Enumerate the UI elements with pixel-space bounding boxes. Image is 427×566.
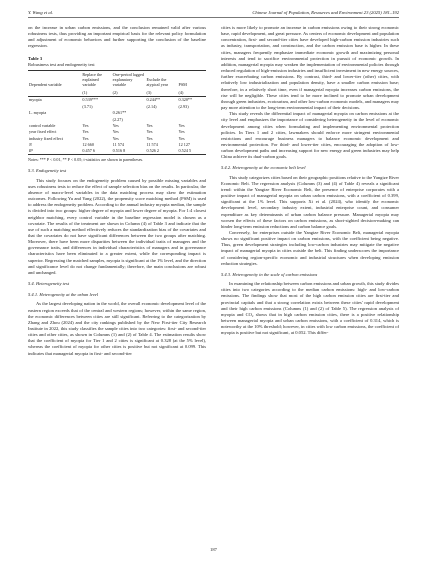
table-cell: Yes <box>146 129 153 135</box>
table-cell: 0.261** <box>112 110 127 116</box>
table-cell: 0.526 2 <box>145 148 177 155</box>
table-cell: 0.457 6 <box>81 148 111 155</box>
row-label: year fixed effect <box>29 129 57 135</box>
table-cell: (2.27) <box>112 116 123 122</box>
table-header: Dependent variable <box>28 70 81 88</box>
table-cell: 0.524 5 <box>177 148 206 155</box>
table-cell: 11 574 <box>146 142 158 148</box>
table-cell: Yes <box>82 129 89 135</box>
subsection-heading: 5.4.1. Heterogeneity at the urban level <box>28 292 99 298</box>
table-header: One-period lagged explanatory variable <box>112 71 144 88</box>
table-cell: 12 660 <box>82 142 94 148</box>
table-row <box>28 148 206 155</box>
table-col-number: (3) <box>145 89 177 97</box>
table-cell: Yes <box>112 135 119 141</box>
table-cell: 0.516 8 <box>112 148 146 155</box>
table-row <box>28 135 206 141</box>
paragraph: This study focuses on the endogeneity problem caused by possible missing variables and uses robustness tests to reduce the effect of sample selection bias on the results. In particular, the absence of macro-level variables in the data matching process may skew the estimation outcomes. Following Yu and Yang (2022), the propensity score matching method (PSM) is used to address the endogeneity problem. According to the annual industry myopia median, the sample is divided into two groups: higher degree of myopia and lower degree of myopia. For 1:4 closest neighbor matching, every control variable in the baseline regression model is chosen as a covariate. The results of the treatment are shown in Column (4) of Table 3 and indicate that the use of such a matching method effectively reduces the standardization bias of the covariates and that the covariates do not have significant differences between the two groups after matching. Moreover, there have been more disparities between the individual traits of managers and the governance traits, and differences in individual characteristics of managers and in governance characteristics have been eliminated to a greater extent, while the corresponding impact is superior. Regressing the matched samples, myopia is significant at the 1% level, and the direction and significance level do not change fundamentally; therefore, the main conclusions are robust and unchanged. <box>28 177 206 275</box>
row-label: R² <box>28 148 81 155</box>
paragraph: As the largest developing nation in the world, the overall economic development level of the eastern region exceeds that of the central and western regions; however, within the same region, the economic differences between cities are still significant. Referring to the categorization by Zhang and Zhou (2024) and the city rankings published by the New First-tier City Research Institute in 2022, this study classifies the sample cities into two categories: first- and second-tier cities and other cities, as shown in Columns (1) and (2) of Table 4. The estimation results show that the coefficient of myopia for Tier 1 and 2 cities is significant at 0.328 (at the 5% level), whereas the coefficient of myopia for other cities is positive but not significant at 0.099. This indicates that managerial myopia in first- and second-tier <box>28 301 206 356</box>
table-cell: (2.14) <box>146 103 157 109</box>
section-heading: 5.3. Endogeneity test <box>28 168 67 174</box>
right-column <box>221 25 399 337</box>
table-cell: Yes <box>112 122 119 128</box>
table-cell: Yes <box>82 135 89 141</box>
paragraph: Conversely, for enterprises outside the Yangtze River Economic Belt, managerial myopia shows no significant positive impact on carbon emissions, with the coefficient being negative. Thus, green development strategies including low-carbon industries may mitigate the negative impact of managerial myopia in cities outside the belt. This finding underscores the importance of considering region-specific economic and industrial structures when developing emission reduction strategies. <box>221 230 399 266</box>
table-col-number: (4) <box>177 89 206 97</box>
table-cell: 0.539*** <box>82 97 99 103</box>
page-number: 187 <box>210 547 217 552</box>
table-cell <box>112 96 146 103</box>
row-label: N <box>29 142 32 148</box>
table-cell: Yes <box>146 135 153 141</box>
table-cell: Yes <box>146 122 153 128</box>
table-subtitle: Robustness test and endogeneity test <box>28 61 95 67</box>
intro-paragraph: on the increase in urban carbon emissions, and the conclusion remained valid after various robustness tests, thus providing an important empirical basis for the relevant policy formulation and adjustment of economic behaviors and further supporting the conclusion of the baseline regression. <box>28 25 206 49</box>
row-label: control variable <box>29 122 56 128</box>
table-cell: Yes <box>112 129 119 135</box>
table-cell: 0.320** <box>178 97 193 103</box>
table-note: Notes: *** P < 0.01, ** P < 0.05; t-statistics are shown in parentheses. <box>28 157 144 163</box>
table-cell: Yes <box>178 129 185 135</box>
table-header: Replace the explained variable <box>81 70 111 88</box>
row-label: L. myopia <box>29 110 47 116</box>
paragraph: This study categorizes cities based on their geographic positions relative to the Yangtze River Economic Belt. The regression analysis (Columns (3) and (4) of Table 4) reveals a significant trend: within the Yangtze River Economic Belt, the presence of enterprise corporates with a positive impact of managerial myopia on urban carbon emissions, with a coefficient of 0.399, significant at the 1% level. This supports Xi et al. (2024), who identify the economic development level, secondary industry extent, industrial enterprise count, and consumer expenditure as key determinants of urban carbon balance pressure. Managerial myopia may worsen the effects of these factors on carbon emissions, as short-sighted decision-making can hinder long-term emission reductions and carbon balance goals. <box>221 174 399 229</box>
running-header-authors: Y. Wang et al. <box>28 10 54 15</box>
table-cell: (2.93) <box>178 103 189 109</box>
left-column <box>28 25 206 357</box>
subsection-heading: 5.4.2. Heterogeneity at the economic belt level <box>221 165 306 171</box>
table-col-number <box>28 89 81 97</box>
table-cell: Yes <box>178 135 185 141</box>
paragraph: This study reveals the differential impact of managerial myopia on carbon emissions at the city level and emphasizes the importance of considering heterogeneity in the level of economic development among cities when formulating and implementing environmental protection policies. In Tiers 1 and 2 cities, lawmakers should enforce more stringent environmental restrictions and encourage business managers to balance economic development and environmental protection. For third- and lower-tier cities, encouraging the adoption of low-carbon development paths and increasing support for new energy and green industries may help China achieve its dual-carbon goals. <box>221 111 399 160</box>
table-col-number: (1) <box>81 89 111 97</box>
header-rule <box>28 17 399 18</box>
paragraph: In examining the relationship between carbon emissions and urban growth, this study divides cities into two categories according to the median carbon emissions: high- and low-carbon emissions. The findings show that most of the high carbon emission cities are first-tier and provincial capitals and that a strong correlation exists between these cities' rapid development and their high carbon emissions (Columns (1) and (2) of Table 5). The regression analysis of myopia and CO₂ shows that in high carbon emission cities, there is a positive relationship between managerial myopia and urban carbon emissions, with a coefficient of 0.314, which is noteworthy at the 10% threshold; however, in cities with low carbon emissions, the coefficient of myopia is positive but not significant, at 0.052. This differ- <box>221 281 399 336</box>
table-row <box>28 129 206 135</box>
table-cell: (3.71) <box>82 103 93 109</box>
table-title: Table 3 <box>28 55 43 61</box>
table-cell: 0.244** <box>146 97 161 103</box>
running-header-journal: Chinese Journal of Population, Resources and Environment 23 (2025) 181–192 <box>252 10 399 15</box>
subsection-heading: 5.4.3. Heterogeneity in the scale of carbon emissions <box>221 271 318 277</box>
table-header: Exclude the atypical year <box>145 70 177 88</box>
table-header: PSM <box>177 70 206 88</box>
section-heading: 5.4. Heterogeneity test <box>28 281 69 287</box>
table-col-number: (2) <box>112 89 146 97</box>
row-label: myopia <box>29 97 42 103</box>
table-row <box>28 122 206 128</box>
robustness-table <box>28 70 206 155</box>
table-cell: 12 127 <box>178 142 190 148</box>
table-cell: Yes <box>178 122 185 128</box>
row-label: industry fixed effect <box>29 135 63 141</box>
paragraph: cities is more likely to promote an increase in carbon emissions owing to their strong economic base, rapid development, and great pressure. As centers of economic development and population concentration, first- and second-tier cities have developed high-carbon emission industries such as industry, transportation, and construction, and the carbon emission base is higher. In these cities, managers frequently emphasize immediate economic growth and maximizing personal interests and tend to sacrifice environmental protection in pursuit of economic growth. In addition, managerial myopia may weaken the implementation of environmental policies through reduced regulation of high-emission industries and insufficient investment in new energy sources, further exacerbating carbon emissions. By contrast, third- and lower-tier (other) cities, with relatively low industrialization and population density, have a smaller carbon emission base; therefore, in a relatively short time, even if managerial myopia increases carbon emissions, the rise will be negligible. These cities tend to be more inclined to promote urban development through green industries, ecotourism, and other low-carbon economic models, and managers may pay more attention to the long-term environmental impact of their decisions. <box>221 25 399 111</box>
table-cell: Yes <box>82 122 89 128</box>
table-row <box>28 96 206 103</box>
table-cell: 11 574 <box>112 142 125 148</box>
